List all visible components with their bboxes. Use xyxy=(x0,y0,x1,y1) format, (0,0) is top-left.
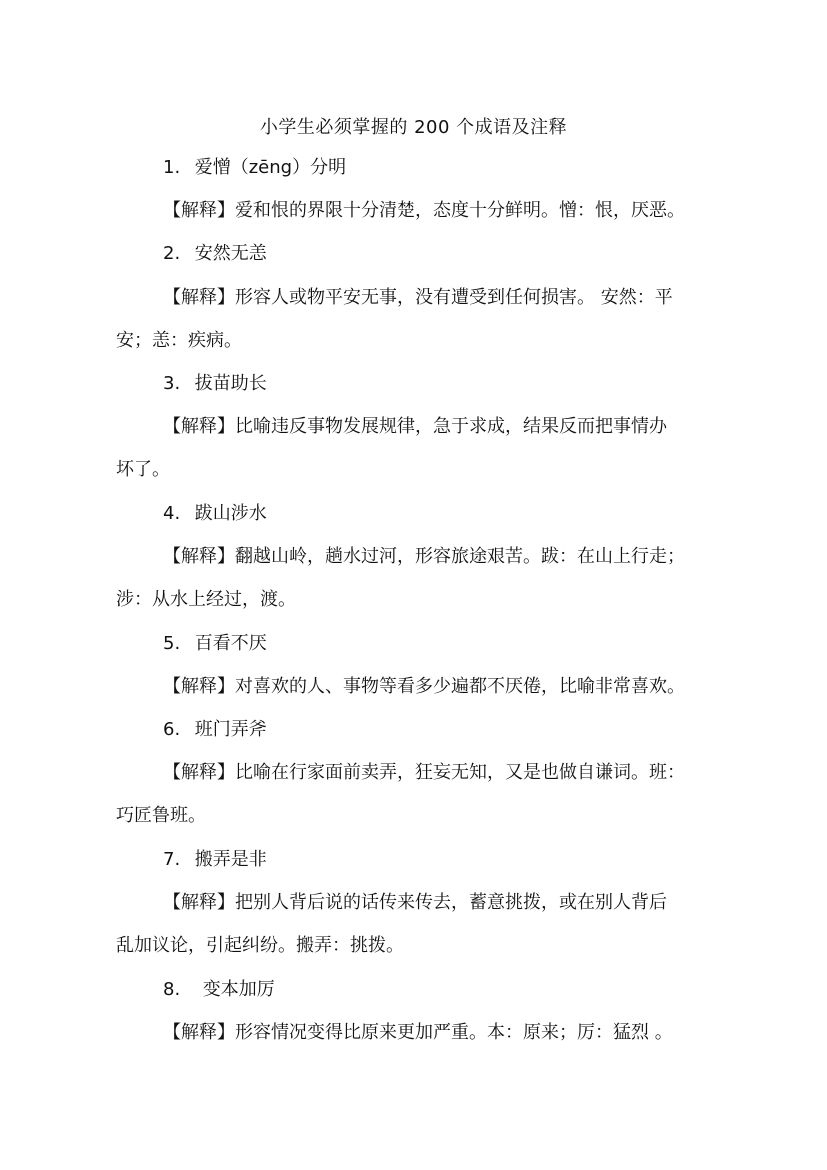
idiom-heading xyxy=(163,242,267,266)
explanation-line: 【解释】翻越山岭，趟水过河，形容旅途艰苦。跋：在山上行走； xyxy=(163,546,685,567)
explanation-line: 【解释】比喻违反事物发展规律，急于求成，结果反而把事情办 xyxy=(163,416,667,437)
document-title: 小学生必须掌握的 200 个成语及注释 xyxy=(259,117,568,138)
idiom-text: 百看不厌 xyxy=(194,633,267,654)
idiom-number: 8. xyxy=(163,979,181,1000)
idiom-text: 班门弄斧 xyxy=(194,719,267,740)
idiom-number: 7. xyxy=(163,849,181,870)
idiom-text: 搬弄是非 xyxy=(194,849,267,870)
explanation-line: 巧匠鲁班。 xyxy=(116,805,206,826)
idiom-heading xyxy=(163,718,267,742)
explanation-line: 乱加议论，引起纠纷。搬弄：挑拨。 xyxy=(116,935,404,956)
explanation-line: 涉：从水上经过，渡。 xyxy=(116,589,296,610)
idiom-heading xyxy=(163,372,267,396)
idiom-number: 4. xyxy=(163,503,181,524)
idiom-number: 3. xyxy=(163,373,181,394)
idiom-heading xyxy=(163,848,267,872)
explanation-line: 【解释】形容情况变得比原来更加严重。本：原来；厉：猛烈 。 xyxy=(163,1022,673,1043)
idiom-text: 安然无恙 xyxy=(194,243,267,264)
idiom-text: 拔苗助长 xyxy=(194,373,267,394)
idiom-number: 5. xyxy=(163,633,181,654)
idiom-number: 1. xyxy=(163,157,181,178)
explanation-line: 【解释】把别人背后说的话传来传去，蓄意挑拨，或在别人背后 xyxy=(163,892,667,913)
idiom-heading xyxy=(163,632,267,656)
idiom-heading xyxy=(163,502,267,526)
idiom-number: 6. xyxy=(163,719,181,740)
idiom-text: 爱憎（zēng）分明 xyxy=(194,157,347,178)
idiom-number: 2. xyxy=(163,243,181,264)
explanation-line: 【解释】对喜欢的人、事物等看多少遍都不厌倦，比喻非常喜欢。 xyxy=(163,676,685,697)
explanation-line: 【解释】比喻在行家面前卖弄，狂妄无知，又是也做自谦词。班： xyxy=(163,762,685,783)
explanation-line: 【解释】爱和恨的界限十分清楚，态度十分鲜明。憎：恨，厌恶。 xyxy=(163,200,685,221)
idiom-heading xyxy=(163,156,346,180)
idiom-heading xyxy=(163,978,275,1002)
explanation-line: 【解释】形容人或物平安无事，没有遭受到任何损害。 安然：平 xyxy=(163,287,673,308)
idiom-text: 跋山涉水 xyxy=(194,503,267,524)
idiom-text: 变本加厉 xyxy=(202,979,275,1000)
explanation-line: 安；恙：疾病。 xyxy=(116,330,242,351)
explanation-line: 坏了。 xyxy=(116,459,170,480)
